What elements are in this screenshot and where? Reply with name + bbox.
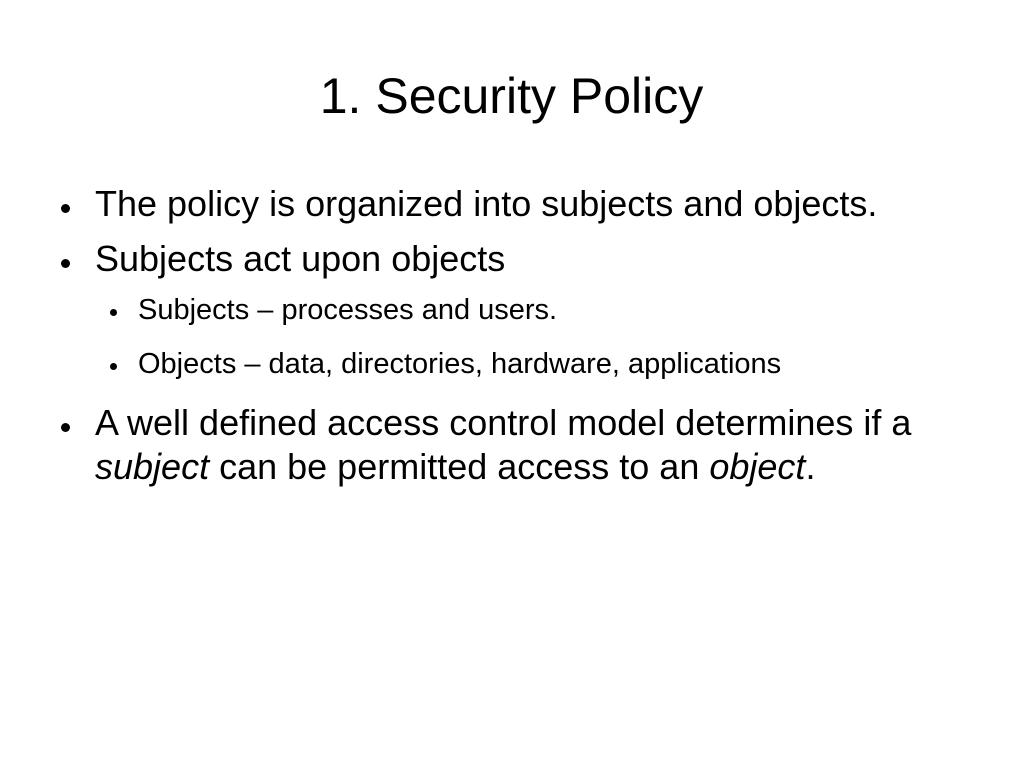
- bullet-dot-icon: [61, 259, 70, 268]
- sub-bullet-dot-icon: [110, 363, 117, 370]
- bullet-text: Subjects act upon objects: [95, 238, 506, 279]
- bullet-text-part: .: [805, 446, 816, 487]
- sub-bullet-item: [95, 347, 988, 381]
- sub-bullet-text: Subjects – processes and users.: [138, 294, 558, 326]
- bullet-item: [58, 401, 988, 489]
- sub-bullet-list: [95, 293, 988, 381]
- emphasis-subject: subject: [95, 446, 210, 487]
- bullet-dot-icon: [61, 204, 70, 213]
- bullet-item: [58, 237, 988, 381]
- bullet-text: [95, 402, 911, 487]
- bullet-dot-icon: [61, 423, 70, 432]
- sub-bullet-text: Objects – data, directories, hardware, applications: [138, 348, 782, 380]
- bullet-item: [58, 182, 988, 226]
- sub-bullet-dot-icon: [110, 309, 117, 316]
- bullet-text-part: can be permitted access to an: [209, 446, 710, 487]
- bullet-list: [58, 182, 988, 500]
- sub-bullet-item: [95, 293, 988, 327]
- bullet-text-part: A well defined access control model determines if a: [95, 402, 912, 443]
- emphasis-object: object: [709, 446, 806, 487]
- bullet-text: The policy is organized into subjects and objects.: [95, 183, 878, 224]
- slide-title: 1. Security Policy: [319, 68, 704, 124]
